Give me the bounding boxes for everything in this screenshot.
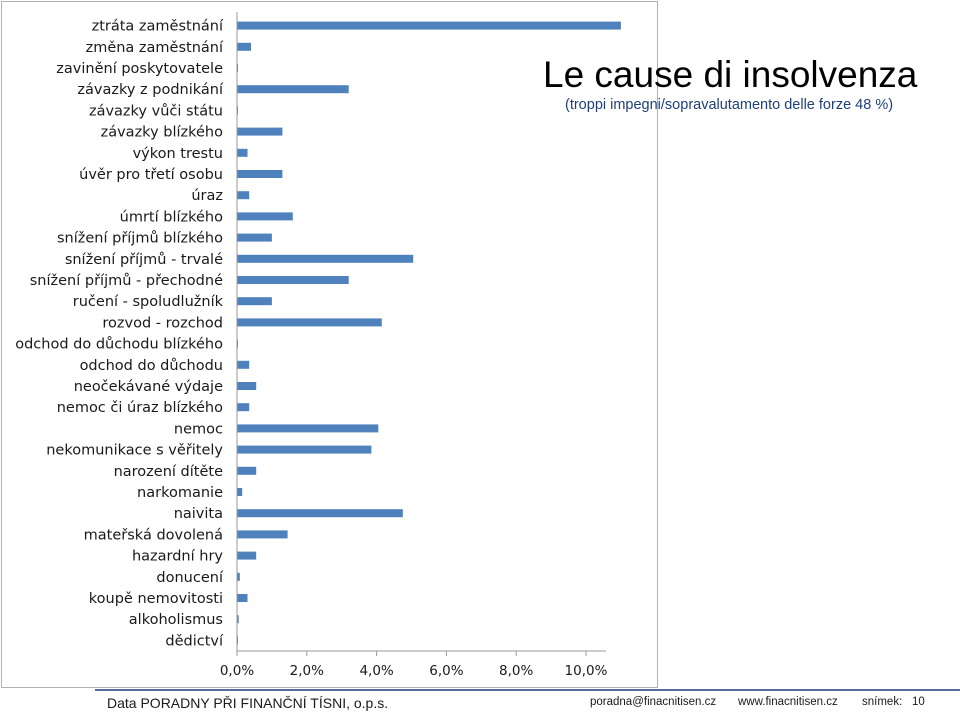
bar-24 xyxy=(237,530,288,538)
bar-16 xyxy=(237,361,249,369)
bar-20 xyxy=(237,446,371,454)
category-label: neočekávané výdaje xyxy=(73,379,223,395)
x-tick-label: 0,0% xyxy=(219,663,255,679)
category-label: úvěr pro třetí osobu xyxy=(79,167,223,183)
category-label: mateřská dovolená xyxy=(83,527,223,544)
footer-email[interactable]: poradna@finacnitisen.cz xyxy=(590,696,717,708)
category-label: závazky blízkého xyxy=(100,124,223,141)
chart-subtitle: (troppi impegni/sopravalutamento delle forze 48 %) xyxy=(565,97,894,113)
x-tick-label: 8,0% xyxy=(499,663,534,679)
category-label: odchod do důchodu xyxy=(79,357,223,374)
category-label: závazky vůči státu xyxy=(88,103,223,120)
footer-web[interactable]: www.finacnitisen.cz xyxy=(738,696,838,708)
bar-6 xyxy=(237,149,248,157)
bar-10 xyxy=(237,234,272,242)
bar-13 xyxy=(237,297,272,305)
category-label: snížení příjmů - přechodné xyxy=(29,273,223,289)
category-label: ztráta zaměstnání xyxy=(91,18,223,35)
footer-source: Data PORADNY PŘI FINANČNÍ TÍSNI, o.p.s. xyxy=(107,695,389,711)
x-tick-label: 4,0% xyxy=(359,663,394,679)
bar-5 xyxy=(237,128,282,136)
category-label: koupě nemovitosti xyxy=(88,591,223,607)
category-label: nekomunikace s věřitely xyxy=(46,442,223,459)
bar-21 xyxy=(237,467,256,475)
footer-slide-number: 10 xyxy=(912,696,925,708)
chart-title: Le cause di insolvenza xyxy=(543,54,918,95)
x-tick-label: 10,0% xyxy=(564,663,608,679)
bar-11 xyxy=(237,255,413,263)
category-label: naivita xyxy=(173,506,223,523)
bars-group xyxy=(237,22,621,645)
bar-14 xyxy=(237,318,382,326)
x-tick-label: 2,0% xyxy=(289,663,324,679)
bar-9 xyxy=(237,212,293,220)
category-label: dědictví xyxy=(165,633,223,650)
category-label: nemoc xyxy=(173,421,223,438)
bar-0 xyxy=(237,22,621,30)
bar-18 xyxy=(237,403,249,411)
category-label: úraz xyxy=(191,188,223,205)
category-label: narkomanie xyxy=(137,485,223,501)
category-label: odchod do důchodu blízkého xyxy=(15,336,223,353)
bar-12 xyxy=(237,276,349,284)
category-label: narození dítěte xyxy=(113,463,223,480)
category-label: snížení příjmů - trvalé xyxy=(64,251,223,268)
category-label: hazardní hry xyxy=(131,548,223,565)
category-label: nemoc či úraz blízkého xyxy=(56,400,223,417)
category-labels xyxy=(15,19,224,650)
x-tick-label: 6,0% xyxy=(429,663,464,679)
bar-23 xyxy=(237,509,403,517)
category-label: závazky z podnikání xyxy=(77,82,223,99)
bar-3 xyxy=(237,85,349,93)
category-label: zavinění poskytovatele xyxy=(56,61,223,77)
bar-1 xyxy=(237,43,251,51)
bar-17 xyxy=(237,382,256,390)
bar-27 xyxy=(237,594,248,602)
bar-19 xyxy=(237,424,378,432)
bar-7 xyxy=(237,170,282,178)
category-label: změna zaměstnání xyxy=(85,39,223,56)
bar-25 xyxy=(237,552,256,560)
bar-8 xyxy=(237,191,249,199)
category-label: výkon trestu xyxy=(132,145,223,162)
category-label: alkoholismus xyxy=(128,612,223,629)
bar-22 xyxy=(237,488,242,496)
category-label: úmrtí blízkého xyxy=(119,209,223,226)
category-label: snížení příjmů blízkého xyxy=(56,230,223,247)
category-label: ručení - spoludlužník xyxy=(72,294,223,311)
footer-slide-label: snímek: xyxy=(862,696,903,708)
x-axis xyxy=(220,12,608,679)
category-label: rozvod - rozchod xyxy=(102,315,223,332)
category-label: donucení xyxy=(156,569,223,586)
